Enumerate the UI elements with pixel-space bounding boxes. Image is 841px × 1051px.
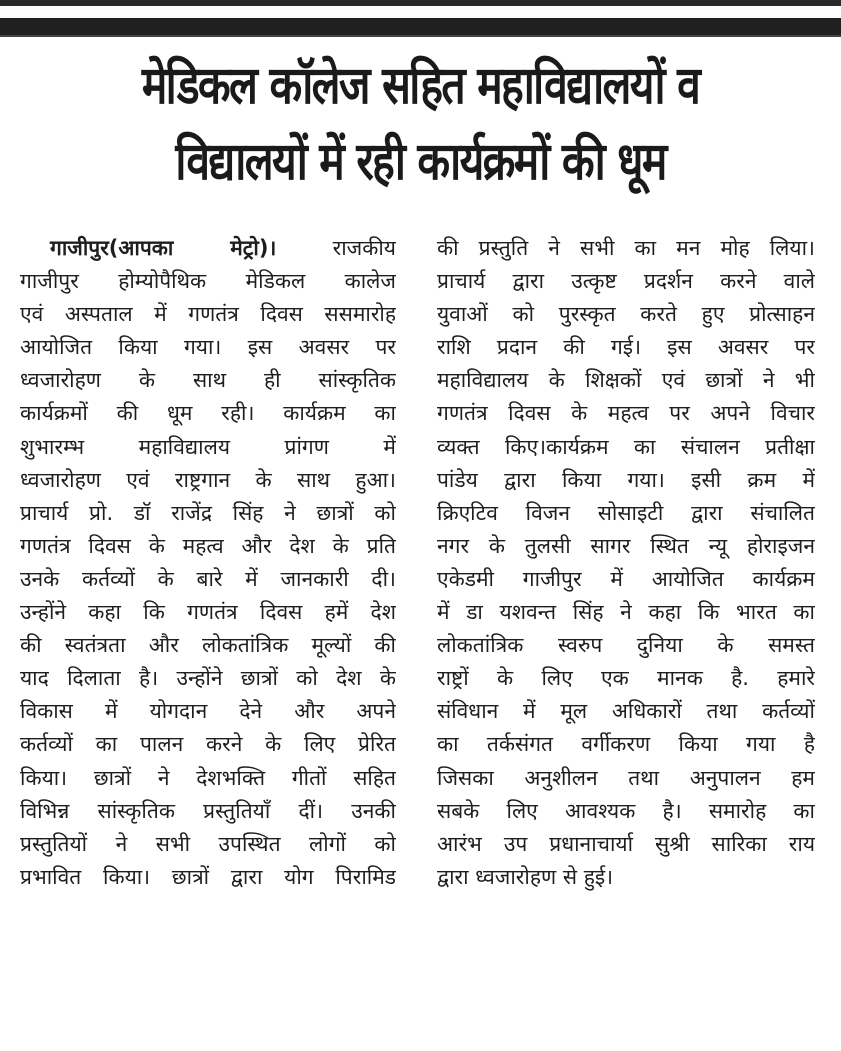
article-line: जिसका अनुशीलन तथा अनुपालन हम bbox=[437, 765, 815, 790]
article-line: एकेडमी गाजीपुर में आयोजित कार्यक्रम bbox=[437, 566, 815, 591]
article-line: में डा यशवन्त सिंह ने कहा कि भारत का bbox=[437, 600, 815, 625]
article-line: सबके लिए आवश्यक है। समारोह का bbox=[437, 798, 815, 823]
article-line: पांडेय द्वारा किया गया। इसी क्रम में bbox=[437, 467, 815, 492]
article-line: की स्वतंत्रता और लोकतांत्रिक मूल्यों की bbox=[20, 633, 396, 658]
header-band bbox=[0, 18, 841, 37]
article-line: क्रिएटिव विजन सोसाइटी द्वारा संचालित bbox=[437, 500, 815, 525]
article-line: उनके कर्तव्यों के बारे में जानकारी दी। bbox=[20, 566, 396, 591]
article-line bbox=[20, 232, 396, 265]
article-right-column bbox=[437, 232, 815, 894]
top-rule bbox=[0, 0, 841, 6]
article-line: गणतंत्र दिवस के महत्व और देश के प्रति bbox=[20, 533, 396, 558]
article-line: किया। छात्रों ने देशभक्ति गीतों सहित bbox=[20, 765, 396, 790]
article-line: याद दिलाता है। उन्होंने छात्रों को देश के bbox=[20, 666, 396, 691]
article-line: कार्यक्रमों की धूम रही। कार्यक्रम का bbox=[20, 401, 396, 426]
article-line: युवाओं को पुरस्कृत करते हुए प्रोत्साहन bbox=[437, 302, 815, 327]
article-line: प्रभावित किया। छात्रों द्वारा योग पिरामिड bbox=[20, 864, 396, 889]
article-line: राशि प्रदान की गई। इस अवसर पर bbox=[437, 335, 815, 360]
article-line: ध्वजारोहण के साथ ही सांस्कृतिक bbox=[20, 368, 396, 393]
article-line: शुभारम्भ महाविद्यालय प्रांगण में bbox=[20, 434, 396, 459]
article-line: विकास में योगदान देने और अपने bbox=[20, 699, 396, 724]
article-line: आरंभ उप प्रधानाचार्या सुश्री सारिका राय bbox=[437, 831, 815, 856]
article-line: कर्तव्यों का पालन करने के लिए प्रेरित bbox=[20, 732, 396, 757]
article-line: व्यक्त किए।कार्यक्रम का संचालन प्रतीक्षा bbox=[437, 434, 815, 459]
article-line: उन्होंने कहा कि गणतंत्र दिवस हमें देश bbox=[20, 600, 396, 625]
headline bbox=[76, 48, 766, 200]
article-line: संविधान में मूल अधिकारों तथा कर्तव्यों bbox=[437, 699, 815, 724]
headline-line-2: विद्यालयों में रही कार्यक्रमों की धूम bbox=[175, 132, 666, 192]
article-line: विभिन्न सांस्कृतिक प्रस्तुतियाँ दीं। उनकी bbox=[20, 798, 396, 823]
article-line: आयोजित किया गया। इस अवसर पर bbox=[20, 335, 396, 360]
article-line: का तर्कसंगत वर्गीकरण किया गया है bbox=[437, 732, 815, 757]
article-line: राष्ट्रों के लिए एक मानक है. हमारे bbox=[437, 666, 815, 691]
article-line: गणतंत्र दिवस के महत्व पर अपने विचार bbox=[437, 401, 815, 426]
article-line: प्रस्तुतियों ने सभी उपस्थित लोगों को bbox=[20, 831, 396, 856]
article-line: महाविद्यालय के शिक्षकों एवं छात्रों ने भी bbox=[437, 368, 815, 393]
article-line: प्राचार्य द्वारा उत्कृष्ट प्रदर्शन करने वाले bbox=[437, 269, 815, 294]
article-line: एवं अस्पताल में गणतंत्र दिवस ससमारोह bbox=[20, 302, 396, 327]
article-line: लोकतांत्रिक स्वरुप दुनिया के समस्त bbox=[437, 633, 815, 658]
article-text: राजकीय bbox=[332, 236, 396, 260]
article-line: ध्वजारोहण एवं राष्ट्रगान के साथ हुआ। bbox=[20, 467, 396, 492]
article-line: गाजीपुर होम्योपैथिक मेडिकल कालेज bbox=[20, 269, 396, 294]
headline-line-1: मेडिकल कॉलेज सहित महाविद्यालयों व bbox=[141, 56, 700, 116]
article-line: द्वारा ध्वजारोहण से हुई। bbox=[437, 864, 614, 889]
article-line: की प्रस्तुति ने सभी का मन मोह लिया। bbox=[437, 236, 815, 260]
article-line: प्राचार्य प्रो. डॉ राजेंद्र सिंह ने छात्रों को bbox=[20, 500, 396, 525]
article-line: नगर के तुलसी सागर स्थित न्यू होराइजन bbox=[437, 533, 815, 558]
dateline: गाजीपुर(आपका मेट्रो)। bbox=[50, 236, 277, 260]
article-left-column bbox=[20, 232, 396, 894]
